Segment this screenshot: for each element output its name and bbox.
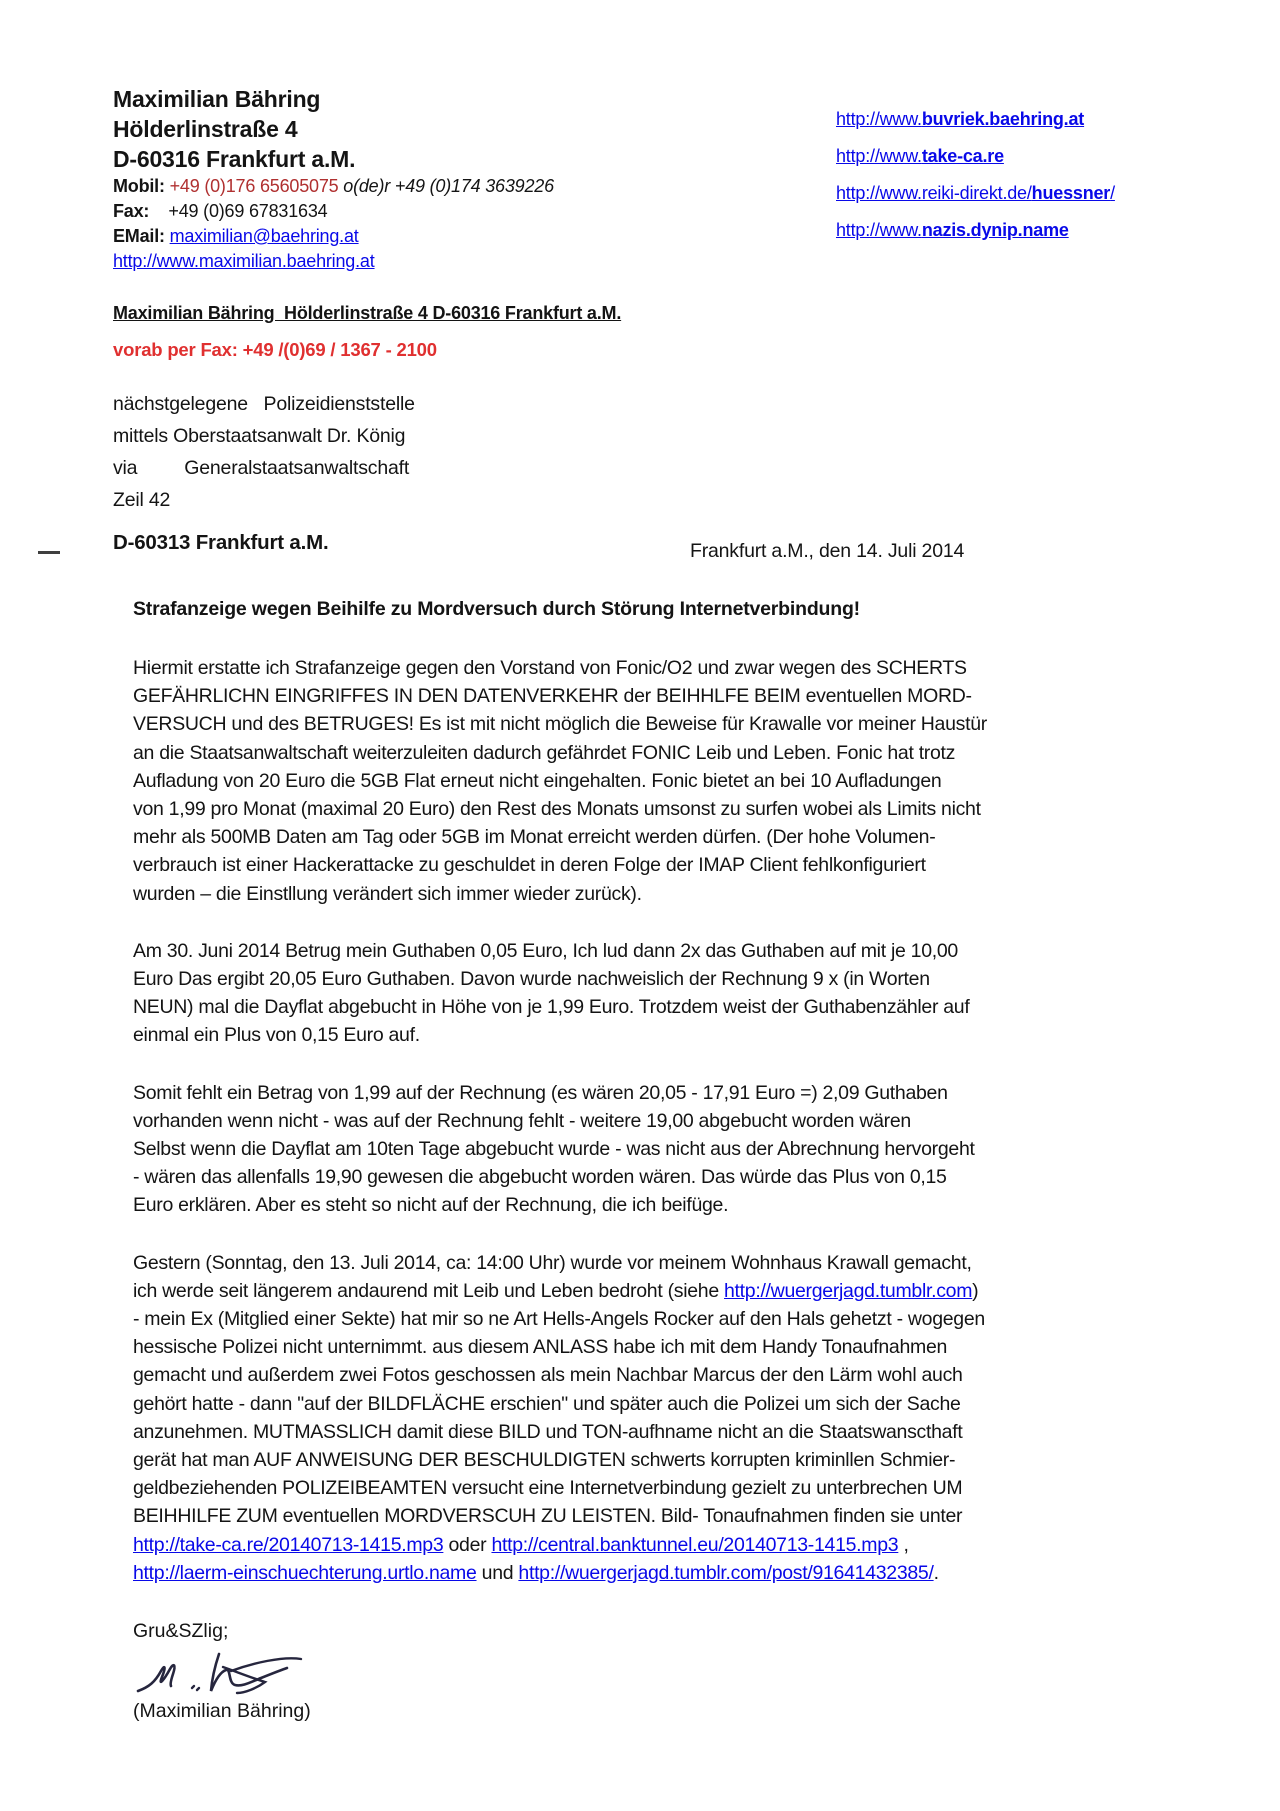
hyperlink[interactable]: / xyxy=(1110,183,1115,203)
hyperlink[interactable]: http://wuergerjagd.tumblr.com/post/91641432385/ xyxy=(518,1561,934,1584)
text-segment: Mobil: xyxy=(113,176,170,196)
website-links-column xyxy=(836,101,1115,249)
text-segment: ich werde seit längerem andaurend mit Leib und Leben bedroht (siehe xyxy=(133,1279,724,1302)
subject-line: Strafanzeige wegen Beihilfe zu Mordversuch durch Störung Internetverbindung! xyxy=(133,598,860,620)
paragraph-4 xyxy=(133,1249,987,1587)
text-segment: von 1,99 pro Monat (maximal 20 Euro) den Rest des Monats umsonst zu surfen wobei als Limits nicht xyxy=(133,798,981,821)
text-segment: o(de)r +49 (0)174 3639226 xyxy=(343,176,554,196)
text-segment: Somit fehlt ein Betrag von 1,99 auf der Rechnung (es wären 20,05 - 17,91 Euro =) 2,09 Guthaben xyxy=(133,1081,948,1104)
sender-street: Hölderlinstraße 4 xyxy=(113,116,298,142)
handwritten-signature xyxy=(135,1645,305,1708)
text-segment: verbrauch ist einer Hackerattacke zu geschuldet in deren Folge der IMAP Client fehlkonfiguriert xyxy=(133,854,926,877)
text-segment: Am 30. Juni 2014 Betrug mein Guthaben 0,05 Euro, Ich lud dann 2x das Guthaben auf mit je 10,00 xyxy=(133,939,958,962)
text-segment: BEIHHILFE ZUM eventuellen MORDVERSCUH ZU LEISTEN. Bild- Tonaufnahmen finden sie unter xyxy=(133,1505,963,1528)
text-segment: einmal ein Plus von 0,15 Euro auf. xyxy=(133,1024,420,1047)
text-segment: oder xyxy=(443,1533,492,1556)
sender-city: D-60316 Frankfurt a.M. xyxy=(113,146,356,172)
hyperlink[interactable]: buvriek.baehring.at xyxy=(921,109,1085,129)
window-envelope-sender-line: Maximilian Bähring Hölderlinstraße 4 D-60316 Frankfurt a.M. xyxy=(113,303,622,323)
text-segment: - mein Ex (Mitglied einer Sekte) hat mir so ne Art Hells-Angels Rocker auf den Hals gehetzt - wogegen xyxy=(133,1308,985,1331)
hyperlink[interactable]: http://www. xyxy=(836,220,922,240)
closing-salutation: Gru&SZlig; xyxy=(133,1620,229,1642)
hyperlink[interactable]: huessner xyxy=(1031,183,1111,203)
sender-name: Maximilian Bähring xyxy=(113,86,321,112)
hyperlink[interactable]: http://wuergerjagd.tumblr.com xyxy=(724,1279,973,1302)
letter-body xyxy=(133,654,987,1616)
text-segment: gerät hat man AUF ANWEISUNG DER BESCHULDIGTEN schwerts korrupten kriminllen Schmier- xyxy=(133,1449,956,1472)
text-segment: gehört hatte - dann "auf der BILDFLÄCHE erschien" und später auch die Polizei um sich der Sache xyxy=(133,1392,961,1415)
text-segment: Euro erklären. Aber es steht so nicht auf der Rechnung, die ich beifüge. xyxy=(133,1194,729,1217)
text-segment: vorhanden wenn nicht - was auf der Rechnung fehlt - weitere 19,00 abgebucht worden wären xyxy=(133,1109,911,1132)
text-segment: gemacht und außerdem zwei Fotos geschossen als mein Nachbar Marcus der den Lärm wohl auch xyxy=(133,1364,963,1387)
text-segment: Fax: xyxy=(113,201,150,221)
text-segment: anzunehmen. MUTMASSLICH damit diese BILD und TON-aufhname nicht an die Staatswanscthaft xyxy=(133,1420,963,1443)
text-segment: GEFÄHRLICHN EINGRIFFES IN DEN DATENVERKEHR der BEIHHLFE BEIM eventuellen MORD- xyxy=(133,685,972,708)
text-segment: EMail: xyxy=(113,226,170,246)
hyperlink[interactable]: maximilian@baehring.at xyxy=(169,226,359,246)
text-segment: und xyxy=(476,1561,519,1584)
paragraph-3 xyxy=(133,1079,987,1220)
text-segment: mehr als 500MB Daten am Tag oder 5GB im Monat erreicht werden dürfen. (Der hohe Volumen- xyxy=(133,826,936,849)
text-segment: geldbeziehenden POLIZEIBEAMTEN versucht eine Internetverbindung gezielt zu unterbrechen UM xyxy=(133,1477,963,1500)
recipient-line: mittels Oberstaatsanwalt Dr. König xyxy=(113,425,406,447)
text-segment: VERSUCH und des BETRUGES! Es ist mit nicht möglich die Beweise für Krawalle vor meiner Haustür xyxy=(133,713,987,736)
hyperlink[interactable]: http://take-ca.re/20140713-1415.mp3 xyxy=(133,1533,444,1556)
hyperlink[interactable]: http://www. xyxy=(836,146,922,166)
text-segment: Gestern (Sonntag, den 13. Juli 2014, ca: 14:00 Uhr) wurde vor meinem Wohnhaus Krawall gemacht, xyxy=(133,1251,972,1274)
recipient-city: D-60313 Frankfurt a.M. xyxy=(113,531,329,554)
text-segment: Selbst wenn die Dayflat am 10ten Tage abgebucht wurde - was nicht aus der Abrechnung hervorgeht xyxy=(133,1138,975,1161)
hyperlink[interactable]: http://central.banktunnel.eu/20140713-1415.mp3 xyxy=(491,1533,899,1556)
text-segment: NEUN) mal die Dayflat abgebucht in Höhe von je 1,99 Euro. Trotzdem weist der Guthabenzähler auf xyxy=(133,996,970,1019)
text-segment: , xyxy=(898,1533,909,1556)
text-segment: Hiermit erstatte ich Strafanzeige gegen den Vorstand von Fonic/O2 und zwar wegen des SCHERTS xyxy=(133,657,967,679)
hyperlink[interactable]: nazis.dynip.name xyxy=(921,220,1069,240)
text-segment: - wären das allenfalls 19,90 gewesen die abgebucht worden wären. Das würde das Plus von 0,15 xyxy=(133,1166,947,1189)
text-segment: . xyxy=(933,1561,939,1584)
text-segment: Aufladung von 20 Euro die 5GB Flat erneut nicht eingehalten. Fonic bietet an bei 10 Aufladungen xyxy=(133,769,942,792)
hyperlink[interactable]: http://laerm-einschuechterung.urtlo.name xyxy=(133,1561,477,1584)
fold-mark xyxy=(38,551,60,554)
text-segment: Euro Das ergibt 20,05 Euro Guthaben. Davon wurde nachweislich der Rechnung 9 x (in Worten xyxy=(133,968,930,991)
text-segment: an die Staatsanwaltschaft weiterzuleiten dadurch gefährdet FONIC Leib und Leben. Fonic hat trotz xyxy=(133,741,956,764)
text-segment: +49 (0)176 65605075 xyxy=(169,176,339,196)
sender-address-block xyxy=(113,84,355,174)
paragraph-1 xyxy=(133,654,987,908)
recipient-line: via Generalstaatsanwaltschaft xyxy=(113,457,410,479)
signature-image xyxy=(135,1645,305,1703)
text-segment: ) xyxy=(972,1279,979,1302)
text-segment: hessische Polizei nicht unternimmt. aus diesem ANLASS habe ich mit dem Handy Tonaufnahmen xyxy=(133,1336,948,1359)
hyperlink[interactable]: http://www. xyxy=(836,109,922,129)
date-line: Frankfurt a.M., den 14. Juli 2014 xyxy=(690,540,965,562)
hyperlink[interactable]: take-ca.re xyxy=(921,146,1004,166)
text-segment: wurden – die Einstllung verändert sich immer wieder zurück). xyxy=(133,882,642,905)
text-segment: +49 (0)69 67831634 xyxy=(149,201,328,221)
hyperlink[interactable]: http://www.maximilian.baehring.at xyxy=(113,251,375,271)
recipient-address-block xyxy=(113,388,415,516)
paragraph-2 xyxy=(133,937,987,1050)
fax-advance-notice: vorab per Fax: +49 /(0)69 / 1367 - 2100 xyxy=(113,339,437,360)
recipient-line: nächstgelegene Polizeidienststelle xyxy=(113,393,415,415)
hyperlink[interactable]: http://www.reiki-direkt.de/ xyxy=(836,183,1032,203)
sender-contact-block xyxy=(113,174,554,274)
typed-signature-name: (Maximilian Bähring) xyxy=(133,1700,311,1722)
recipient-line: Zeil 42 xyxy=(113,489,171,511)
